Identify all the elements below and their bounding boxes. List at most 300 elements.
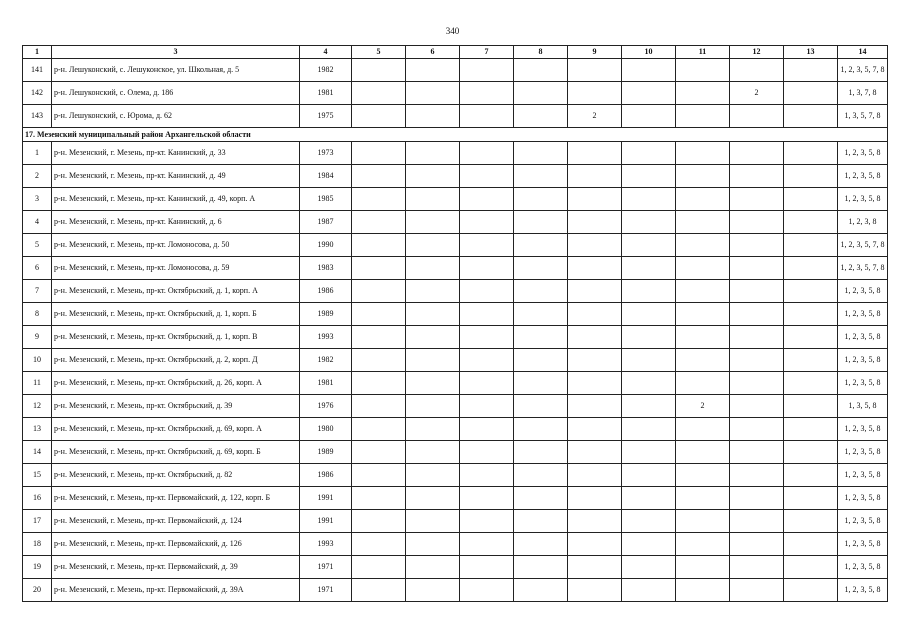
row-work-types: 1, 2, 3, 5, 8 xyxy=(838,418,888,441)
row-number: 2 xyxy=(23,165,52,188)
row-work-types: 1, 2, 3, 5, 8 xyxy=(838,280,888,303)
row-work-types: 1, 2, 3, 5, 8 xyxy=(838,487,888,510)
row-value xyxy=(730,464,784,487)
row-value xyxy=(784,441,838,464)
row-value xyxy=(622,395,676,418)
row-value xyxy=(784,188,838,211)
row-value xyxy=(676,59,730,82)
row-number: 12 xyxy=(23,395,52,418)
row-value xyxy=(460,165,514,188)
row-value xyxy=(676,142,730,165)
row-year: 1991 xyxy=(300,487,352,510)
row-value xyxy=(514,441,568,464)
row-value xyxy=(730,59,784,82)
row-value xyxy=(784,165,838,188)
row-address: р-н. Мезенский, г. Мезень, пр-кт. Ломоносова, д. 50 xyxy=(52,234,300,257)
row-number: 143 xyxy=(23,105,52,128)
column-header: 13 xyxy=(784,46,838,59)
row-value xyxy=(784,533,838,556)
row-value xyxy=(406,395,460,418)
row-value xyxy=(568,326,622,349)
row-value xyxy=(784,59,838,82)
row-work-types: 1, 2, 3, 5, 8 xyxy=(838,533,888,556)
row-number: 14 xyxy=(23,441,52,464)
row-number: 15 xyxy=(23,464,52,487)
row-number: 5 xyxy=(23,234,52,257)
row-year: 1981 xyxy=(300,82,352,105)
row-value xyxy=(460,234,514,257)
row-value xyxy=(622,349,676,372)
row-value xyxy=(568,82,622,105)
row-address: р-н. Мезенский, г. Мезень, пр-кт. Первомайский, д. 124 xyxy=(52,510,300,533)
column-header: 11 xyxy=(676,46,730,59)
table-row xyxy=(23,257,888,280)
column-header: 6 xyxy=(406,46,460,59)
row-value xyxy=(514,82,568,105)
row-value xyxy=(676,579,730,602)
row-number: 10 xyxy=(23,349,52,372)
row-value xyxy=(784,510,838,533)
row-value xyxy=(676,211,730,234)
row-value xyxy=(784,464,838,487)
row-address: р-н. Мезенский, г. Мезень, пр-кт. Октябрьский, д. 1, корп. А xyxy=(52,280,300,303)
row-value xyxy=(730,142,784,165)
row-value: 2 xyxy=(676,395,730,418)
row-value xyxy=(352,142,406,165)
row-value xyxy=(352,257,406,280)
row-address: р-н. Мезенский, г. Мезень, пр-кт. Канинский, д. 6 xyxy=(52,211,300,234)
row-value xyxy=(406,211,460,234)
row-value xyxy=(352,510,406,533)
row-work-types: 1, 3, 5, 7, 8 xyxy=(838,105,888,128)
row-value xyxy=(730,510,784,533)
column-header: 3 xyxy=(52,46,300,59)
row-address: р-н. Лешуконский, с. Лешуконское, ул. Школьная, д. 5 xyxy=(52,59,300,82)
row-value xyxy=(460,59,514,82)
column-header: 1 xyxy=(23,46,52,59)
row-number: 1 xyxy=(23,142,52,165)
table-row xyxy=(23,464,888,487)
row-year: 1987 xyxy=(300,211,352,234)
row-value xyxy=(460,579,514,602)
table-row xyxy=(23,82,888,105)
row-value xyxy=(784,280,838,303)
row-number: 19 xyxy=(23,556,52,579)
row-address: р-н. Мезенский, г. Мезень, пр-кт. Первомайский, д. 39 xyxy=(52,556,300,579)
row-value: 2 xyxy=(568,105,622,128)
row-work-types: 1, 2, 3, 5, 8 xyxy=(838,188,888,211)
row-year: 1989 xyxy=(300,303,352,326)
table-row xyxy=(23,579,888,602)
row-value xyxy=(568,533,622,556)
row-value xyxy=(568,556,622,579)
row-address: р-н. Мезенский, г. Мезень, пр-кт. Первомайский, д. 39А xyxy=(52,579,300,602)
table-row xyxy=(23,349,888,372)
row-work-types: 1, 2, 3, 5, 8 xyxy=(838,303,888,326)
row-value xyxy=(730,372,784,395)
row-value xyxy=(406,105,460,128)
row-value xyxy=(460,280,514,303)
row-value xyxy=(460,349,514,372)
row-value xyxy=(514,59,568,82)
column-header: 8 xyxy=(514,46,568,59)
row-value xyxy=(406,487,460,510)
row-value xyxy=(514,326,568,349)
row-value xyxy=(784,234,838,257)
row-value xyxy=(730,234,784,257)
row-value xyxy=(406,441,460,464)
row-address: р-н. Мезенский, г. Мезень, пр-кт. Октябрьский, д. 26, корп. А xyxy=(52,372,300,395)
row-value xyxy=(352,441,406,464)
row-value xyxy=(730,395,784,418)
row-year: 1986 xyxy=(300,464,352,487)
row-value xyxy=(676,105,730,128)
column-header: 9 xyxy=(568,46,622,59)
row-value xyxy=(784,142,838,165)
row-work-types: 1, 2, 3, 5, 8 xyxy=(838,326,888,349)
row-address: р-н. Мезенский, г. Мезень, пр-кт. Октябрьский, д. 39 xyxy=(52,395,300,418)
row-value xyxy=(514,464,568,487)
row-work-types: 1, 2, 3, 5, 8 xyxy=(838,349,888,372)
row-address: р-н. Мезенский, г. Мезень, пр-кт. Канинский, д. 33 xyxy=(52,142,300,165)
row-value xyxy=(622,165,676,188)
row-work-types: 1, 2, 3, 5, 8 xyxy=(838,556,888,579)
row-value xyxy=(406,303,460,326)
table-row xyxy=(23,326,888,349)
row-value xyxy=(460,105,514,128)
row-work-types: 1, 2, 3, 5, 8 xyxy=(838,372,888,395)
row-value xyxy=(622,326,676,349)
table-body-after xyxy=(23,142,888,602)
row-value xyxy=(514,418,568,441)
row-number: 8 xyxy=(23,303,52,326)
row-value xyxy=(352,59,406,82)
row-value xyxy=(352,211,406,234)
row-value xyxy=(568,280,622,303)
row-year: 1989 xyxy=(300,441,352,464)
row-value xyxy=(784,326,838,349)
row-year: 1976 xyxy=(300,395,352,418)
row-value xyxy=(676,349,730,372)
row-work-types: 1, 2, 3, 5, 7, 8 xyxy=(838,59,888,82)
column-header: 5 xyxy=(352,46,406,59)
row-value xyxy=(784,303,838,326)
row-work-types: 1, 3, 7, 8 xyxy=(838,82,888,105)
row-value xyxy=(784,257,838,280)
row-number: 6 xyxy=(23,257,52,280)
row-value xyxy=(406,257,460,280)
table-row xyxy=(23,234,888,257)
row-value xyxy=(730,533,784,556)
row-address: р-н. Мезенский, г. Мезень, пр-кт. Первомайский, д. 122, корп. Б xyxy=(52,487,300,510)
row-value xyxy=(730,303,784,326)
row-value xyxy=(406,234,460,257)
row-number: 16 xyxy=(23,487,52,510)
row-value xyxy=(676,487,730,510)
row-value xyxy=(460,487,514,510)
row-year: 1991 xyxy=(300,510,352,533)
table-row xyxy=(23,59,888,82)
row-value xyxy=(460,556,514,579)
row-value xyxy=(568,510,622,533)
row-value xyxy=(622,418,676,441)
row-work-types: 1, 2, 3, 5, 8 xyxy=(838,441,888,464)
row-value xyxy=(730,257,784,280)
row-work-types: 1, 2, 3, 5, 7, 8 xyxy=(838,257,888,280)
row-value xyxy=(568,441,622,464)
row-value xyxy=(622,372,676,395)
row-value xyxy=(460,257,514,280)
row-value xyxy=(406,464,460,487)
row-address: р-н. Лешуконский, с. Олема, д. 186 xyxy=(52,82,300,105)
row-value xyxy=(622,579,676,602)
row-value xyxy=(406,418,460,441)
row-value xyxy=(676,82,730,105)
row-value xyxy=(514,372,568,395)
row-value xyxy=(622,280,676,303)
row-value xyxy=(622,188,676,211)
row-number: 7 xyxy=(23,280,52,303)
row-value xyxy=(514,579,568,602)
row-value xyxy=(622,142,676,165)
row-number: 3 xyxy=(23,188,52,211)
row-value xyxy=(730,105,784,128)
row-value xyxy=(622,533,676,556)
row-value xyxy=(730,556,784,579)
row-year: 1982 xyxy=(300,59,352,82)
row-value xyxy=(676,441,730,464)
row-value xyxy=(676,372,730,395)
row-address: р-н. Мезенский, г. Мезень, пр-кт. Первомайский, д. 126 xyxy=(52,533,300,556)
row-value xyxy=(676,188,730,211)
row-value xyxy=(352,579,406,602)
row-value xyxy=(676,280,730,303)
row-value xyxy=(352,280,406,303)
row-value xyxy=(568,234,622,257)
row-value xyxy=(406,349,460,372)
row-year: 1981 xyxy=(300,372,352,395)
row-value xyxy=(784,556,838,579)
row-address: р-н. Мезенский, г. Мезень, пр-кт. Ломоносова, д. 59 xyxy=(52,257,300,280)
row-value xyxy=(622,105,676,128)
table-row xyxy=(23,441,888,464)
row-address: р-н. Мезенский, г. Мезень, пр-кт. Октябрьский, д. 82 xyxy=(52,464,300,487)
row-value xyxy=(514,487,568,510)
row-value xyxy=(352,556,406,579)
row-value xyxy=(352,234,406,257)
buildings-table xyxy=(22,45,888,602)
row-value xyxy=(514,280,568,303)
table-row xyxy=(23,418,888,441)
row-value xyxy=(352,326,406,349)
row-value xyxy=(730,579,784,602)
row-value xyxy=(568,257,622,280)
row-value xyxy=(622,464,676,487)
row-year: 1990 xyxy=(300,234,352,257)
row-value xyxy=(406,510,460,533)
row-address: р-н. Мезенский, г. Мезень, пр-кт. Октябрьский, д. 1, корп. Б xyxy=(52,303,300,326)
section-title: 17. Мезенский муниципальный район Архангельской области xyxy=(23,128,888,142)
row-value xyxy=(622,234,676,257)
row-number: 141 xyxy=(23,59,52,82)
row-value xyxy=(568,59,622,82)
section-body xyxy=(23,128,888,142)
row-value xyxy=(676,303,730,326)
row-value xyxy=(514,303,568,326)
column-header: 12 xyxy=(730,46,784,59)
row-value xyxy=(514,142,568,165)
row-value xyxy=(352,395,406,418)
row-value xyxy=(406,372,460,395)
row-value xyxy=(568,165,622,188)
row-year: 1984 xyxy=(300,165,352,188)
row-value xyxy=(676,418,730,441)
row-value xyxy=(676,257,730,280)
row-number: 11 xyxy=(23,372,52,395)
row-year: 1971 xyxy=(300,579,352,602)
row-value xyxy=(352,82,406,105)
row-address: р-н. Мезенский, г. Мезень, пр-кт. Октябрьский, д. 1, корп. В xyxy=(52,326,300,349)
row-year: 1975 xyxy=(300,105,352,128)
page-number: 340 xyxy=(445,26,460,36)
row-value xyxy=(460,82,514,105)
row-value xyxy=(730,188,784,211)
row-value xyxy=(568,395,622,418)
row-value xyxy=(460,464,514,487)
row-work-types: 1, 3, 5, 8 xyxy=(838,395,888,418)
row-value xyxy=(784,82,838,105)
row-value xyxy=(730,441,784,464)
row-value xyxy=(460,533,514,556)
row-value xyxy=(514,349,568,372)
row-value xyxy=(730,418,784,441)
row-work-types: 1, 2, 3, 8 xyxy=(838,211,888,234)
header-row xyxy=(23,46,888,59)
row-work-types: 1, 2, 3, 5, 8 xyxy=(838,165,888,188)
row-address: р-н. Лешуконский, с. Юрома, д. 62 xyxy=(52,105,300,128)
row-value xyxy=(784,372,838,395)
row-value xyxy=(622,556,676,579)
row-value xyxy=(352,533,406,556)
column-header: 7 xyxy=(460,46,514,59)
row-value xyxy=(622,487,676,510)
row-value xyxy=(460,441,514,464)
row-year: 1985 xyxy=(300,188,352,211)
row-value xyxy=(676,556,730,579)
row-value xyxy=(784,395,838,418)
row-value xyxy=(676,464,730,487)
row-value xyxy=(406,142,460,165)
row-value xyxy=(406,59,460,82)
row-value xyxy=(568,211,622,234)
row-value xyxy=(352,105,406,128)
table-row xyxy=(23,303,888,326)
row-value xyxy=(730,165,784,188)
row-number: 18 xyxy=(23,533,52,556)
row-value xyxy=(514,234,568,257)
row-value xyxy=(352,418,406,441)
row-value xyxy=(514,510,568,533)
row-value xyxy=(676,326,730,349)
row-value xyxy=(352,165,406,188)
row-year: 1986 xyxy=(300,280,352,303)
row-value xyxy=(514,556,568,579)
row-value xyxy=(460,372,514,395)
row-value xyxy=(622,510,676,533)
section-row xyxy=(23,128,888,142)
row-address: р-н. Мезенский, г. Мезень, пр-кт. Октябрьский, д. 69, корп. Б xyxy=(52,441,300,464)
row-year: 1982 xyxy=(300,349,352,372)
row-year: 1993 xyxy=(300,533,352,556)
row-value xyxy=(352,372,406,395)
table-row xyxy=(23,510,888,533)
table-row xyxy=(23,105,888,128)
row-number: 4 xyxy=(23,211,52,234)
row-value xyxy=(622,441,676,464)
row-value xyxy=(784,487,838,510)
row-work-types: 1, 2, 3, 5, 8 xyxy=(838,510,888,533)
row-value xyxy=(676,510,730,533)
row-number: 142 xyxy=(23,82,52,105)
row-value xyxy=(352,464,406,487)
row-year: 1983 xyxy=(300,257,352,280)
row-value xyxy=(568,464,622,487)
row-address: р-н. Мезенский, г. Мезень, пр-кт. Канинский, д. 49, корп. А xyxy=(52,188,300,211)
row-value xyxy=(460,211,514,234)
row-value xyxy=(352,188,406,211)
table-row xyxy=(23,142,888,165)
row-value xyxy=(568,579,622,602)
row-value xyxy=(460,510,514,533)
row-year: 1993 xyxy=(300,326,352,349)
row-value xyxy=(460,326,514,349)
row-value xyxy=(568,487,622,510)
row-work-types: 1, 2, 3, 5, 8 xyxy=(838,464,888,487)
row-value xyxy=(460,303,514,326)
row-address: р-н. Мезенский, г. Мезень, пр-кт. Октябрьский, д. 69, корп. А xyxy=(52,418,300,441)
row-value xyxy=(352,303,406,326)
row-value xyxy=(514,211,568,234)
row-year: 1980 xyxy=(300,418,352,441)
row-value xyxy=(568,142,622,165)
row-value xyxy=(406,556,460,579)
table-row xyxy=(23,280,888,303)
row-value xyxy=(784,211,838,234)
row-work-types: 1, 2, 3, 5, 7, 8 xyxy=(838,234,888,257)
row-number: 17 xyxy=(23,510,52,533)
row-year: 1971 xyxy=(300,556,352,579)
column-header: 10 xyxy=(622,46,676,59)
row-value xyxy=(622,211,676,234)
row-number: 20 xyxy=(23,579,52,602)
row-value xyxy=(406,533,460,556)
table-row xyxy=(23,556,888,579)
row-value xyxy=(568,418,622,441)
row-value xyxy=(514,165,568,188)
row-value xyxy=(514,257,568,280)
row-value xyxy=(622,59,676,82)
row-value xyxy=(568,349,622,372)
row-value xyxy=(406,188,460,211)
row-value xyxy=(730,280,784,303)
column-header: 14 xyxy=(838,46,888,59)
row-value xyxy=(784,579,838,602)
row-value xyxy=(730,349,784,372)
row-value xyxy=(730,487,784,510)
row-value xyxy=(460,142,514,165)
row-value xyxy=(514,105,568,128)
row-value xyxy=(568,303,622,326)
